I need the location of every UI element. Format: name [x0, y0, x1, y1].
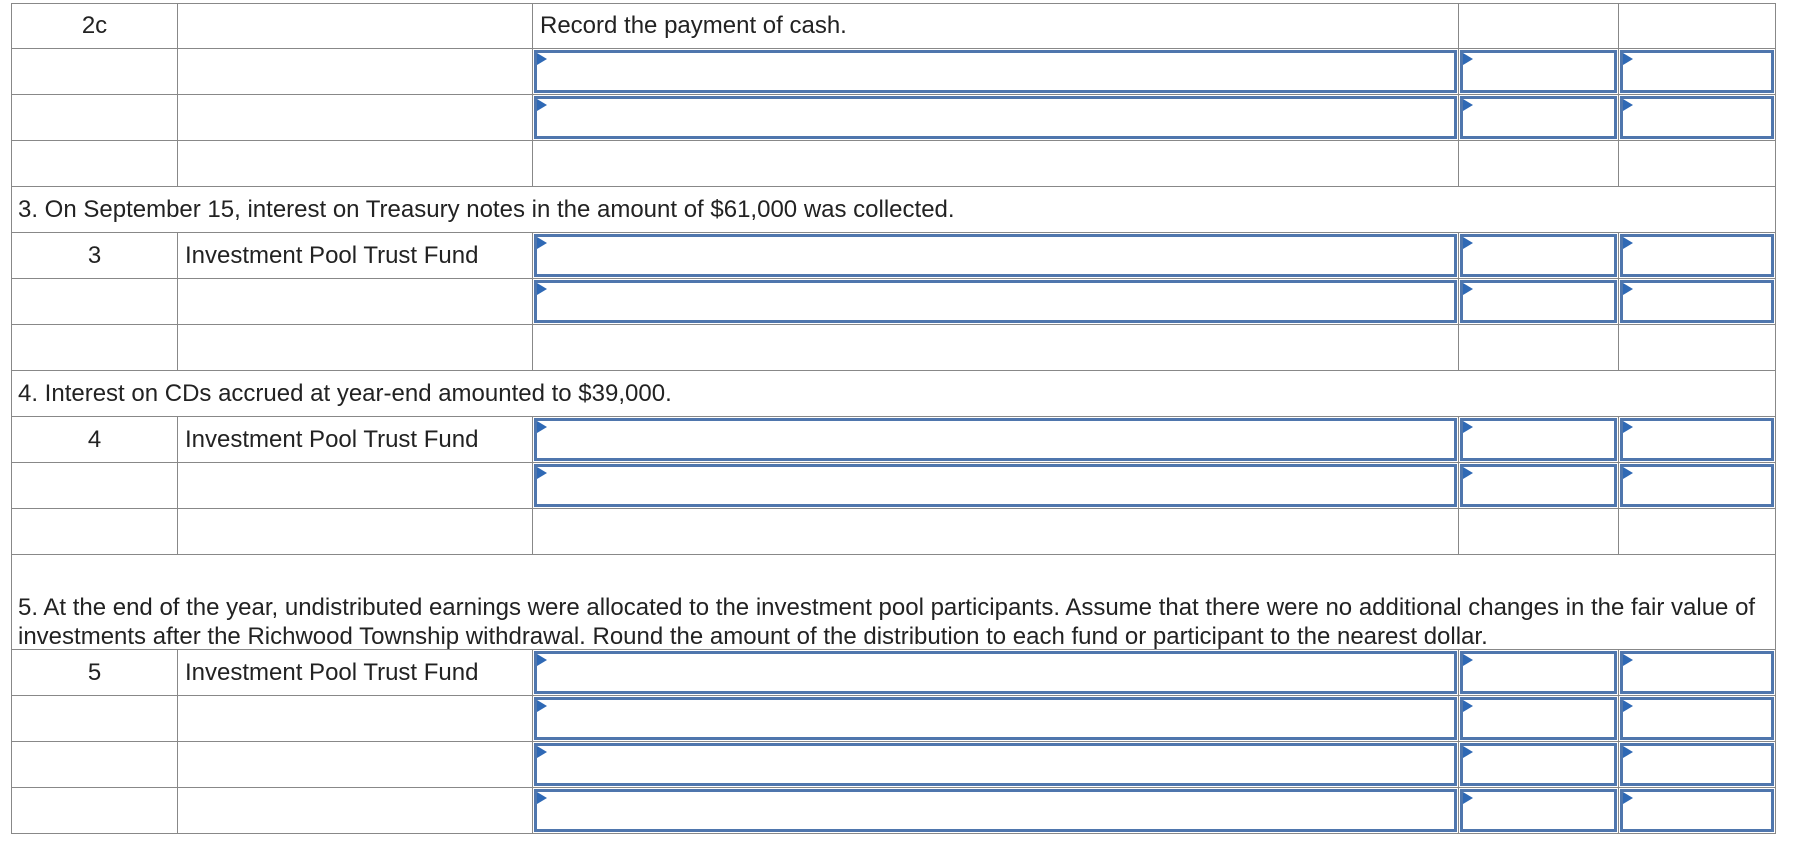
- account-title-cell: [533, 463, 1459, 508]
- entry-number: [12, 509, 178, 554]
- debit-cell: [1459, 4, 1619, 48]
- entry-number: [12, 141, 178, 186]
- account-title-cell: [533, 417, 1459, 462]
- journal-row: [11, 3, 1776, 49]
- credit-input[interactable]: [1620, 234, 1774, 277]
- transaction-description-row: [11, 371, 1776, 417]
- account-title-cell: [533, 696, 1459, 741]
- credit-input[interactable]: [1620, 50, 1774, 93]
- debit-cell: [1459, 788, 1619, 833]
- entry-number: [12, 325, 178, 370]
- account-title-cell: [533, 279, 1459, 324]
- account-title-cell: [533, 95, 1459, 140]
- fund-name: [178, 463, 533, 508]
- debit-cell: [1459, 696, 1619, 741]
- journal-row: [11, 650, 1776, 696]
- account-title-cell: [533, 233, 1459, 278]
- account-title-input[interactable]: [534, 234, 1457, 277]
- debit-input[interactable]: [1460, 280, 1617, 323]
- credit-cell: [1619, 463, 1775, 508]
- account-title-cell: [533, 49, 1459, 94]
- fund-name: [178, 95, 533, 140]
- journal-row: [11, 279, 1776, 325]
- credit-cell: [1619, 650, 1775, 695]
- credit-cell: [1619, 696, 1775, 741]
- entry-number: 5: [12, 650, 178, 695]
- journal-entry-table: [11, 3, 1776, 834]
- transaction-description: 3. On September 15, interest on Treasury notes in the amount of $61,000 was collected.: [18, 196, 955, 223]
- debit-input[interactable]: [1460, 234, 1617, 277]
- account-title-input[interactable]: [534, 96, 1457, 139]
- credit-cell: [1619, 4, 1775, 48]
- credit-cell: [1619, 49, 1775, 94]
- fund-name: [178, 279, 533, 324]
- journal-row: [11, 417, 1776, 463]
- debit-cell: [1459, 95, 1619, 140]
- debit-cell: [1459, 279, 1619, 324]
- account-title-input[interactable]: [534, 789, 1457, 832]
- journal-row: [11, 788, 1776, 834]
- account-title-input[interactable]: [534, 280, 1457, 323]
- debit-input[interactable]: [1460, 743, 1617, 786]
- entry-instruction: Record the payment of cash.: [533, 4, 1459, 48]
- debit-cell: [1459, 233, 1619, 278]
- fund-name: [178, 141, 533, 186]
- account-title-input[interactable]: [534, 464, 1457, 507]
- entry-number: [12, 742, 178, 787]
- credit-cell: [1619, 742, 1775, 787]
- account-title-cell: [533, 788, 1459, 833]
- transaction-description-row: [11, 555, 1776, 650]
- journal-row: [11, 696, 1776, 742]
- fund-name: Investment Pool Trust Fund: [178, 233, 533, 278]
- debit-input[interactable]: [1460, 651, 1617, 694]
- credit-input[interactable]: [1620, 96, 1774, 139]
- debit-cell: [1459, 325, 1619, 370]
- entry-number: [12, 49, 178, 94]
- credit-cell: [1619, 509, 1775, 554]
- entry-number: [12, 95, 178, 140]
- credit-cell: [1619, 788, 1775, 833]
- debit-cell: [1459, 742, 1619, 787]
- credit-cell: [1619, 417, 1775, 462]
- credit-cell: [1619, 95, 1775, 140]
- credit-cell: [1619, 325, 1775, 370]
- entry-number: [12, 696, 178, 741]
- account-title-input[interactable]: [534, 697, 1457, 740]
- journal-row: [11, 509, 1776, 555]
- fund-name: [178, 742, 533, 787]
- journal-row: [11, 141, 1776, 187]
- fund-name: Investment Pool Trust Fund: [178, 417, 533, 462]
- fund-name: [178, 696, 533, 741]
- entry-number: [12, 463, 178, 508]
- account-title-input[interactable]: [534, 743, 1457, 786]
- fund-name: [178, 4, 533, 48]
- debit-input[interactable]: [1460, 50, 1617, 93]
- debit-cell: [1459, 49, 1619, 94]
- entry-number: [12, 788, 178, 833]
- account-title-input[interactable]: [534, 651, 1457, 694]
- debit-cell: [1459, 417, 1619, 462]
- account-title-cell: [533, 325, 1459, 370]
- credit-cell: [1619, 233, 1775, 278]
- journal-row: [11, 325, 1776, 371]
- journal-row: [11, 463, 1776, 509]
- fund-name: [178, 509, 533, 554]
- credit-input[interactable]: [1620, 418, 1774, 461]
- journal-row: [11, 95, 1776, 141]
- debit-input[interactable]: [1460, 96, 1617, 139]
- journal-row: [11, 233, 1776, 279]
- debit-cell: [1459, 141, 1619, 186]
- account-title-input[interactable]: [534, 418, 1457, 461]
- debit-cell: [1459, 463, 1619, 508]
- debit-input[interactable]: [1460, 697, 1617, 740]
- account-title-input[interactable]: [534, 50, 1457, 93]
- journal-row: [11, 49, 1776, 95]
- account-title-cell: [533, 141, 1459, 186]
- transaction-description: 4. Interest on CDs accrued at year-end amounted to $39,000.: [18, 380, 672, 407]
- fund-name: [178, 325, 533, 370]
- account-title-cell: [533, 742, 1459, 787]
- credit-input[interactable]: [1620, 789, 1774, 832]
- entry-number: [12, 279, 178, 324]
- fund-name: [178, 49, 533, 94]
- debit-input[interactable]: [1460, 464, 1617, 507]
- entry-number: 4: [12, 417, 178, 462]
- fund-name: Investment Pool Trust Fund: [178, 650, 533, 695]
- debit-input[interactable]: [1460, 789, 1617, 832]
- credit-input[interactable]: [1620, 697, 1774, 740]
- entry-number: 2c: [12, 4, 178, 48]
- entry-number: 3: [12, 233, 178, 278]
- transaction-description: 5. At the end of the year, undistributed earnings were allocated to the investment pool participants. Assume that there were no additional changes in the fair value of investments after the Richwood Township withdrawal. Round the amount of the distribution to each fund or participant to the nearest dollar.: [18, 594, 1756, 650]
- transaction-description-row: [11, 187, 1776, 233]
- account-title-cell: [533, 650, 1459, 695]
- credit-input[interactable]: [1620, 651, 1774, 694]
- debit-input[interactable]: [1460, 418, 1617, 461]
- fund-name: [178, 788, 533, 833]
- debit-cell: [1459, 650, 1619, 695]
- credit-cell: [1619, 279, 1775, 324]
- credit-cell: [1619, 141, 1775, 186]
- credit-input[interactable]: [1620, 280, 1774, 323]
- journal-row: [11, 742, 1776, 788]
- debit-cell: [1459, 509, 1619, 554]
- credit-input[interactable]: [1620, 743, 1774, 786]
- credit-input[interactable]: [1620, 464, 1774, 507]
- account-title-cell: [533, 509, 1459, 554]
